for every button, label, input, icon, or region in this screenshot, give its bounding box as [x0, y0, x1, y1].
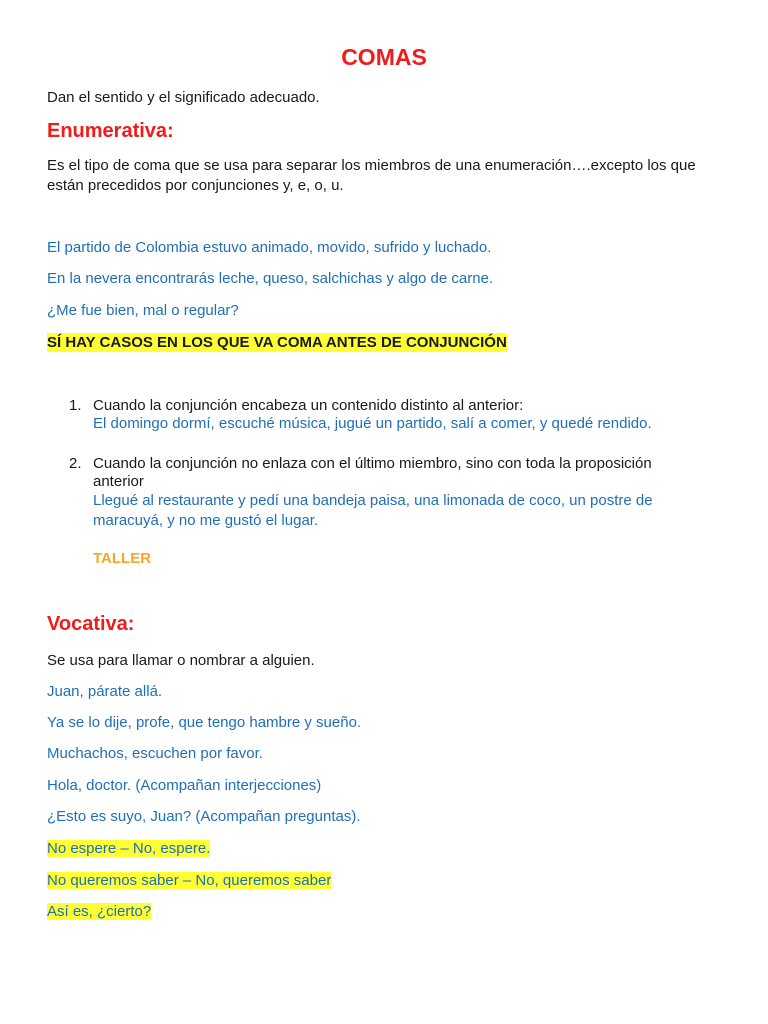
intro-text: Dan el sentido y el significado adecuado.: [47, 89, 320, 106]
enumerativa-example-2: En la nevera encontrarás leche, queso, salchichas y algo de carne.: [47, 270, 494, 287]
enumerativa-example-1: El partido de Colombia estuvo animado, movido, sufrido y luchado.: [47, 239, 492, 256]
enumerativa-example-3: ¿Me fue bien, mal o regular?: [47, 302, 239, 319]
vocativa-example-3: Muchachos, escuchen por favor.: [47, 745, 263, 762]
case-2-number: 2.: [69, 455, 82, 472]
vocativa-example-2: Ya se lo dije, profe, que tengo hambre y sueño.: [47, 714, 362, 731]
case-1-text: Cuando la conjunción encabeza un contenido distinto al anterior:: [93, 397, 524, 414]
page-title: COMAS: [341, 44, 427, 70]
case-2-text-line1: Cuando la conjunción no enlaza con el último miembro, sino con toda la proposición: [93, 455, 652, 472]
case-2-example-line2: maracuyá, y no me gustó el lugar.: [93, 512, 319, 529]
vocativa-highlighted-example-2: No queremos saber – No, queremos saber: [47, 872, 332, 889]
taller-label: TALLER: [93, 550, 152, 567]
vocativa-highlighted-example-1: No espere – No, espere.: [47, 840, 211, 857]
case-1-example: El domingo dormí, escuché música, jugué un partido, salí a comer, y quedé rendido.: [93, 415, 652, 432]
vocativa-example-5: ¿Esto es suyo, Juan? (Acompañan preguntas).: [47, 808, 361, 825]
enumerativa-heading: Enumerativa:: [47, 120, 174, 142]
vocativa-definition: Se usa para llamar o nombrar a alguien.: [47, 652, 315, 669]
case-2-example-line1: Llegué al restaurante y pedí una bandeja paisa, una limonada de coco, un postre de: [93, 492, 653, 509]
vocativa-example-1: Juan, párate allá.: [47, 683, 163, 700]
vocativa-example-4: Hola, doctor. (Acompañan interjecciones): [47, 777, 322, 794]
vocativa-highlighted-example-3: Así es, ¿cierto?: [47, 903, 152, 920]
enumerativa-definition-line1: Es el tipo de coma que se usa para separar los miembros de una enumeración….excepto los que: [47, 157, 696, 174]
case-2-text-line2: anterior: [93, 473, 144, 490]
case-1-number: 1.: [69, 397, 82, 414]
highlight-notice: SÍ HAY CASOS EN LOS QUE VA COMA ANTES DE CONJUNCIÓN: [47, 334, 507, 351]
vocativa-heading: Vocativa:: [47, 613, 135, 635]
enumerativa-definition-line2: están precedidos por conjunciones y, e, o, u.: [47, 177, 344, 194]
